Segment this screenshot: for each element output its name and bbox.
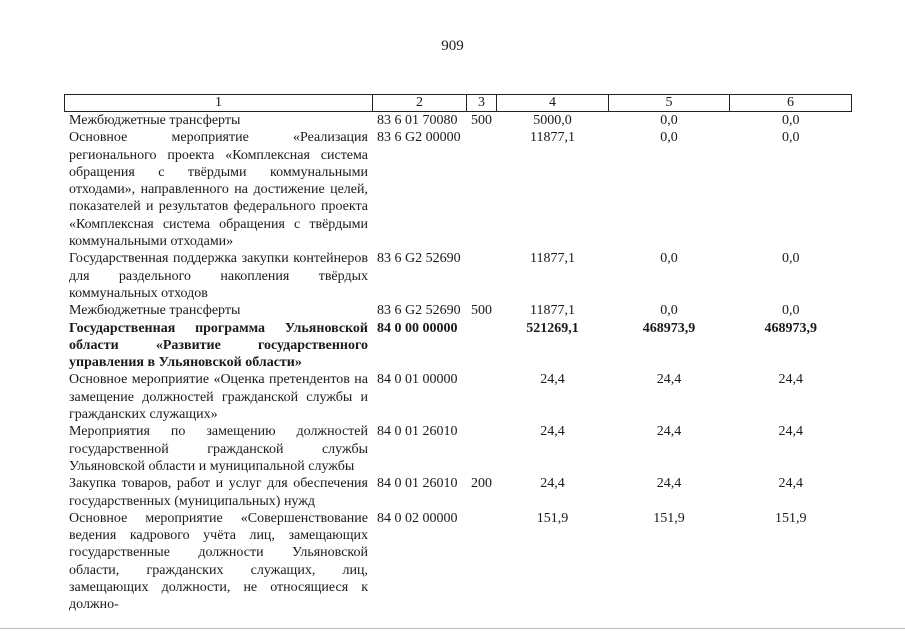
row-value-col6: 0,0	[782, 251, 800, 267]
row-value-col5: 151,9	[653, 510, 685, 526]
column-header-3: 3	[467, 95, 497, 112]
row-expense-type	[467, 510, 497, 614]
row-value-col5: 24,4	[656, 424, 682, 440]
row-code: 83 6 G2 52690	[377, 251, 461, 267]
row-value-col4: 24,4	[540, 372, 565, 388]
page-number: 909	[441, 38, 464, 54]
row-value-col6: 151,9	[775, 510, 807, 526]
row-expense-type	[467, 129, 497, 250]
row-value-col5: 0,0	[660, 303, 678, 319]
row-expense-type	[467, 423, 497, 475]
row-code: 83 6 G2 52690	[377, 303, 461, 319]
row-expense-type: 200	[471, 476, 492, 492]
row-expense-type	[467, 371, 497, 423]
row-code: 83 6 G2 00000	[377, 130, 461, 146]
page-edge-divider	[0, 628, 905, 629]
table-row	[65, 423, 852, 475]
table-row	[65, 250, 852, 302]
column-header-1: 1	[65, 95, 373, 112]
column-header-4: 4	[497, 95, 609, 112]
row-code: 84 0 01 26010	[377, 424, 458, 440]
row-description: Межбюджетные трансферты	[69, 303, 241, 319]
row-value-col6: 24,4	[778, 476, 803, 492]
row-value-col4: 24,4	[540, 424, 565, 440]
row-value-col5: 0,0	[660, 130, 678, 146]
row-value-col6: 24,4	[778, 424, 803, 440]
budget-table	[64, 94, 852, 614]
row-value-col4: 521269,1	[526, 320, 579, 336]
row-expense-type: 500	[471, 303, 492, 319]
row-code: 84 0 01 00000	[377, 372, 458, 388]
row-value-col4: 151,9	[536, 510, 569, 526]
column-header-5: 5	[609, 95, 730, 112]
row-description: Основное мероприятие «Совершенствование ведения кадрового учёта лиц, замещающих государственные должности Ульяновской области, гражданских служащих, лиц, замещающих должности, не относящиеся к должно-	[69, 510, 368, 613]
row-value-col5: 468973,9	[642, 320, 696, 336]
column-header-2: 2	[373, 95, 467, 112]
row-expense-type	[467, 250, 497, 302]
row-value-col4: 11877,1	[530, 303, 575, 319]
row-value-col6: 24,4	[778, 372, 803, 388]
row-value-col4: 5000,0	[533, 113, 572, 128]
row-value-col6: 468973,9	[764, 320, 817, 336]
row-value-col4: 11877,1	[530, 130, 575, 146]
row-description: Основное мероприятие «Оценка претендентов на замещение должностей гражданской службы и гражданских служащих»	[69, 372, 368, 423]
row-value-col5: 24,4	[656, 372, 682, 388]
row-description: Основное мероприятие «Реализация регионального проекта «Комплексная система обращения с твёрдыми коммунальными отходами», направленного на достижение целей, показателей и результатов федерального проекта «Комплексная система обращения с твёрдыми коммунальными отходами»	[69, 130, 368, 250]
row-value-col5: 24,4	[656, 476, 682, 492]
table-row	[65, 510, 852, 614]
row-code: 84 0 01 26010	[377, 476, 458, 492]
table-row	[65, 129, 852, 250]
row-value-col6: 0,0	[782, 113, 800, 128]
row-value-col4: 11877,1	[530, 251, 575, 267]
row-description: Закупка товаров, работ и услуг для обеспечения государственных (муниципальных) нужд	[69, 476, 368, 509]
row-value-col5: 0,0	[660, 113, 678, 128]
row-value-col5: 0,0	[660, 251, 678, 267]
row-code: 83 6 01 70080	[377, 113, 458, 128]
row-value-col6: 0,0	[782, 303, 800, 319]
row-description: Межбюджетные трансферты	[69, 113, 241, 128]
row-expense-type	[467, 320, 497, 372]
table-row	[65, 475, 852, 510]
table-row	[65, 371, 852, 423]
row-description: Государственная поддержка закупки контейнеров для раздельного накопления твёрдых коммунальных отходов	[69, 251, 368, 301]
row-value-col6: 0,0	[782, 130, 800, 146]
row-value-col4: 24,4	[540, 476, 565, 492]
table-body	[65, 112, 852, 614]
row-code: 84 0 02 00000	[377, 510, 458, 526]
row-expense-type: 500	[471, 113, 492, 128]
table-row	[65, 112, 852, 130]
row-description: Мероприятия по замещению должностей государственной гражданской службы Ульяновской области и муниципальной службы	[69, 424, 368, 474]
row-description: Государственная программа Ульяновской области «Развитие государственного управления в Ульяновской области»	[69, 320, 368, 371]
table-row	[65, 302, 852, 319]
row-code: 84 0 00 00000	[377, 320, 458, 336]
column-header-6: 6	[730, 95, 852, 112]
table-header-row	[65, 95, 852, 112]
table-row	[65, 320, 852, 372]
